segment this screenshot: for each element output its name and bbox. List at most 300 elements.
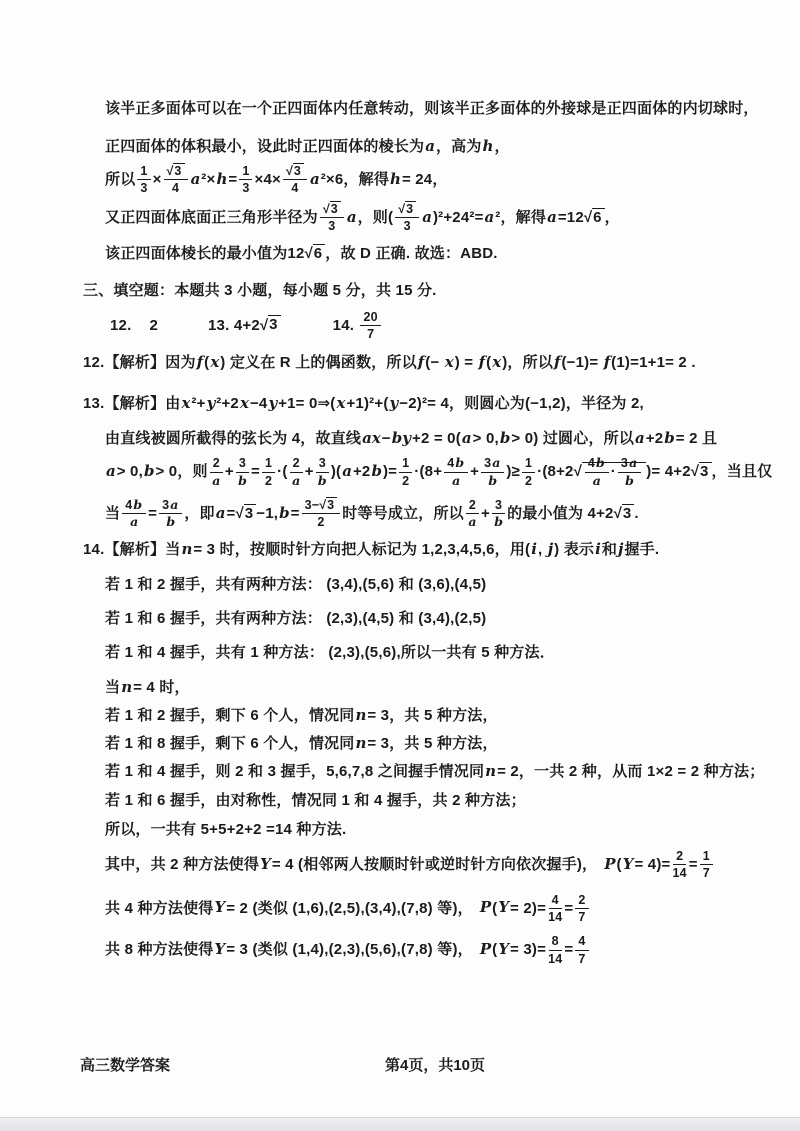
fraction-denominator [328,218,335,233]
text-run: 2 [212,456,220,471]
text-run: 又正四面体底面正三角形半径为 [105,208,318,226]
math-var: a [425,137,435,155]
math-var: h [390,169,401,188]
math-var: a [309,169,320,188]
fraction-denominator [165,514,176,529]
fraction [575,934,588,966]
radical-icon: √ [285,164,293,178]
text-run: ²×6，解得 [320,170,390,188]
fraction-numerator [444,456,468,472]
doc-line [105,242,800,265]
math-var: h [216,169,228,188]
text-run: +2 [352,463,371,481]
fraction [618,456,641,488]
radical [584,208,605,226]
fraction-numerator [236,456,249,472]
fraction-denominator [672,865,686,880]
fraction-numerator [673,849,686,865]
math-var: b [455,455,465,471]
text-run: )，所以 [502,354,554,372]
text-run: 14.【解析】当 [83,540,181,558]
text-run: 14 [548,951,563,966]
text-run: 所以，一共有 5+5+2+2 =14 种方法. [105,820,347,838]
fraction-denominator [578,951,585,966]
fraction [290,456,303,488]
fraction-denominator [487,473,498,488]
radical-body [293,163,304,178]
fraction [585,456,609,488]
text-run: ·(8+2 [537,463,574,481]
math-var: f [196,353,204,372]
text-run: = 24， [401,170,448,188]
text-run: 2 [149,316,158,334]
math-var: a [190,169,201,188]
math-var: a [484,207,495,226]
math-var: b [317,472,327,488]
math-var: j [618,539,624,558]
radical [691,462,712,480]
text-run: 3 [620,456,629,471]
fraction [522,456,535,488]
radical [398,201,416,216]
text-run: ( [204,354,210,372]
text-run: ，故 D 正确. 故选：ABD. [325,244,498,262]
text-run: 2 [402,473,410,488]
fraction-numerator [700,849,713,865]
math-var: P [604,854,616,873]
radical [167,163,185,178]
doc-line [105,427,800,450]
text-run: 若 1 和 6 握手，共有两种方法： (2,3),(4,5) 和 (3,4),(2,5) [105,609,487,627]
radical-icon: √ [259,316,269,334]
text-run: ²，解得 [495,208,547,226]
fraction [302,498,341,530]
radical-icon: √ [398,201,406,216]
math-var: a [422,207,432,226]
fraction-numerator [262,456,275,472]
math-var: b [371,462,382,481]
text-run: 3 [269,316,278,334]
doc-line [105,676,800,699]
text-run: > 0, [472,430,499,448]
doc-line [105,704,800,727]
radical [235,504,256,522]
text-run: 6 [313,244,323,262]
text-run: = 2)= [510,899,547,917]
fraction-denominator [172,180,179,195]
radical-body [405,201,416,216]
fraction-numerator [239,164,252,180]
math-var: a [130,514,139,530]
text-run: ， [494,138,510,155]
radical-icon: √ [690,463,699,481]
math-var: a [492,455,501,471]
text-run: 当 [105,678,121,696]
text-run: 共 8 种方法使得 [105,941,214,959]
radical [323,201,341,216]
text-run: ²+2 [216,395,239,413]
text-run: ， [604,208,620,226]
radical-icon: √ [304,244,313,262]
math-var: i [531,539,537,558]
text-run: 3 [318,456,326,471]
math-var: f [417,353,425,372]
text-run: 6 [593,208,602,226]
text-run: 3 [238,456,247,471]
text-run: 三、填空题：本题共 3 小题，每小题 5 分，共 15 分. [83,281,437,299]
text-run: )( [330,463,342,481]
text-run: + [304,463,314,481]
fraction-numerator [481,456,504,472]
text-run: = 2，一共 2 种，从而 1×2 = 2 种方法； [497,762,765,780]
fraction [399,456,412,488]
text-run: )≥ [506,463,520,481]
radical [319,497,337,512]
fraction-denominator [467,514,477,529]
fraction-denominator [404,218,411,233]
math-var: Y [260,854,271,873]
fraction [164,164,188,196]
text-run: ( [616,855,622,873]
math-var: a [212,472,221,488]
text-run: = [148,504,158,522]
doc-line [83,392,800,415]
radical-icon: √ [235,504,244,522]
fraction-denominator [242,180,249,195]
text-run: =12 [557,208,584,226]
fraction [159,498,182,530]
text-run: = [564,899,574,917]
math-var: Y [214,898,226,917]
text-run: × [152,170,162,188]
doc-line [105,732,800,755]
radical-icon: √ [319,498,327,512]
doc-line [110,310,800,342]
doc-line [105,164,800,196]
math-var: a [342,462,352,481]
radical-body [326,497,337,512]
fraction [122,498,146,530]
text-run: +1)²+( [346,395,389,413]
math-var: f [478,353,486,372]
math-var: b [499,429,511,448]
text-run: −2)²= 4，则圆心为(−1,2)，半径为 2, [399,395,644,413]
fraction-numerator [290,456,303,472]
text-run: > 0，则 [155,463,208,481]
doc-line [105,498,800,530]
math-var: a [468,514,477,530]
math-var: x [444,353,454,372]
text-run: 14 [548,909,563,924]
doc-line [105,97,800,120]
text-run: ，即 [184,504,215,522]
radical-icon: √ [166,164,174,178]
fraction [236,456,249,488]
text-run: = 4 时， [133,678,190,696]
math-var: Y [214,940,226,959]
radical-body [244,504,257,522]
math-var: a [629,455,638,471]
text-run: ) 定义在 R 上的偶函数，所以 [220,354,417,372]
text-run: 1 [402,456,410,471]
text-run: ( [486,354,492,372]
radical-icon: √ [573,463,582,481]
radical [573,455,647,488]
radical-icon: √ [583,208,593,226]
text-run: 4 [578,934,586,949]
text-run: = [688,855,698,873]
math-var: a [106,462,116,481]
fraction-denominator [525,473,532,488]
fraction-numerator [122,498,146,514]
radical [260,315,281,333]
text-run: 若 1 和 6 握手，由对称性，情况同 1 和 4 握手，共 2 种方法； [105,791,526,809]
text-run: = [290,504,300,522]
text-run: 3 [327,498,335,512]
math-var: x [492,353,502,372]
text-run: = 3)= [510,941,547,959]
text-run: 2 [317,515,325,530]
math-var: b [279,503,290,522]
fraction-numerator [283,164,307,180]
text-run: = 3 (类似 (1,4),(2,3),(5,6),(7,8) 等)， [226,941,473,959]
text-run: +1= 0⇒( [278,395,336,413]
footer-page-number: 第4页，共10页 [385,1057,486,1074]
text-run: 所以 [105,170,136,188]
text-run: 若 1 和 4 握手，共有 1 种方法： (2,3),(5,6),所以一共有 5 种方法． [105,643,555,661]
text-run: 4 [551,892,559,907]
text-run: 3 [330,201,338,216]
math-var: a [592,472,601,488]
math-var: b [664,429,675,448]
fraction-numerator [395,202,419,218]
fraction [316,456,329,488]
math-var: i [595,539,601,558]
fraction-denominator [624,473,635,488]
math-var: a [215,503,226,522]
text-run: ，当且仅 [711,463,773,481]
text-run: 握手. [624,540,660,558]
text-run: 2 [292,456,300,471]
fraction-denominator [291,473,301,488]
text-run: ) = [454,354,478,372]
text-run: 共 4 种方法使得 [105,899,214,917]
math-var: n [121,677,133,696]
fraction-denominator [592,473,602,488]
fraction [548,934,562,966]
text-run: 若 1 和 8 握手，剩下 6 个人，情况同 [105,734,355,752]
text-run: = 2 (类似 (1,6),(2,5),(3,4),(7,8) 等)， [226,899,473,917]
text-run: = [251,463,261,481]
text-run: . [634,504,639,522]
math-var: b [166,514,176,530]
text-run: 若 1 和 4 握手，则 2 和 3 握手，5,6,7,8 之间握手情况同 [105,762,485,780]
fraction [262,456,275,488]
fraction-denominator [367,326,374,341]
fraction [444,456,468,488]
radical-body [699,462,712,480]
text-run: = [226,504,236,522]
fraction-numerator [585,456,609,472]
text-run: )²+24²= [432,208,484,226]
text-run: −4 [249,395,268,413]
fraction-numerator [320,202,344,218]
radical-body [582,455,646,488]
fraction [492,498,505,530]
fraction-numerator [618,456,641,472]
text-run: 2 [524,473,533,488]
doc-line [105,135,800,158]
math-var: b [143,462,155,481]
answer-content [0,97,800,966]
math-var: n [355,705,367,724]
math-var: x [210,353,220,372]
fraction-denominator [402,473,409,488]
radical-body [173,163,184,178]
doc-line [105,456,800,488]
text-run: ( [492,899,498,917]
fraction-denominator [237,473,248,488]
text-run: = [564,941,574,959]
doc-line [83,279,800,302]
text-run: 3 [700,463,709,481]
text-run: 7 [367,326,375,341]
fraction [548,893,562,925]
fraction-numerator [575,934,588,950]
text-run: > 0) 过圆心，所以 [511,430,635,448]
math-var: f [603,353,611,372]
text-run: ·( [277,463,288,481]
math-var: b [625,472,634,488]
text-run: 3 [328,219,336,234]
fraction-denominator [451,473,461,488]
text-run: 若 1 和 2 握手，共有两种方法： (3,4),(5,6) 和 (3,6),(4,5) [105,575,487,593]
text-run: 4 [125,498,133,512]
text-run: ，则( [357,208,394,226]
math-var: Y [498,940,510,959]
radical-body [268,315,281,333]
text-run: 3 [495,498,503,512]
doc-line [83,538,800,561]
text-run: 3 [140,181,148,196]
text-run: = 3，共 5 种方法， [367,734,498,752]
text-run: 4 [291,181,299,196]
text-run: 12. [110,316,132,334]
doc-line [105,789,800,812]
text-run: 3 [293,164,301,178]
text-run: 若 1 和 2 握手，剩下 6 个人，情况同 [105,706,355,724]
footer-document-title: 高三数学答案 [80,1057,171,1074]
doc-line [105,893,800,925]
fraction-numerator [360,310,380,326]
fraction-denominator [548,909,562,924]
text-run: (−1)= [561,354,603,372]
text-run: = 4 (相邻两人按顺时针或逆时针方向依次握手)， [271,855,598,873]
fraction-denominator [548,951,562,966]
text-run: 2 [265,473,273,488]
fraction [360,310,380,342]
text-run: ×4× [254,170,281,188]
math-var: Y [622,854,634,873]
fraction [672,849,686,881]
math-var: a [452,472,461,488]
text-run: 7 [578,909,586,924]
math-var: Y [498,898,510,917]
fraction-denominator [211,473,221,488]
math-var: P [479,940,492,959]
fraction-denominator [317,514,324,529]
fraction-denominator [317,473,328,488]
text-run: = 2 且 [675,430,718,448]
fraction-numerator [399,456,412,472]
text-run: 当 [105,504,121,522]
radical-body [330,201,341,216]
text-run: · [610,463,616,481]
text-run: +2 = 0( [411,430,461,448]
doc-line [105,573,800,596]
math-var: n [485,761,497,780]
radical-icon: √ [322,201,330,216]
text-run: 3 [242,181,250,196]
text-run: ²+ [191,395,206,413]
fraction-denominator [578,909,585,924]
fraction [481,456,504,488]
math-var: b [238,472,247,488]
fraction-numerator [210,456,223,472]
text-run: 正四面体的体积最小，设此时正四面体的棱长为 [105,138,425,155]
text-run: −1, [256,504,279,522]
text-run: 该正四面体棱长的最小值为12 [105,244,305,262]
radical [614,504,635,522]
fraction [575,893,588,925]
fraction-numerator [137,164,150,180]
math-var: b [595,455,605,471]
text-run: 1 [265,456,273,471]
text-run: 的最小值为 4+2 [507,504,614,522]
radical-icon: √ [613,504,622,522]
text-run: 3 [403,219,411,234]
fraction-denominator [703,865,710,880]
text-run: 时等号成立，所以 [342,504,464,522]
text-run: 1 [242,164,250,178]
fraction [320,202,344,234]
radical [305,244,326,262]
text-run: = 3 时，按顺时针方向把人标记为 1,2,3,4,5,6，用( [193,540,531,558]
text-run: 2 [468,498,477,512]
math-var: a [547,207,557,226]
fraction [700,849,713,881]
fraction-denominator [493,514,504,529]
text-run: 3 [162,498,170,512]
fraction-denominator [140,180,147,195]
text-run: > 0, [116,463,143,481]
text-run: ，高为 [435,138,482,155]
fraction-numerator [466,498,479,514]
text-run: +2 [645,430,664,448]
fraction-numerator [549,893,562,909]
text-run: − [381,430,391,448]
text-run: 13.【解析】由 [83,395,181,413]
text-run: 3 [484,456,492,471]
math-var: a [346,207,357,226]
fraction-numerator [575,893,588,909]
text-run: 3− [304,498,320,512]
text-run: , [537,540,547,558]
text-run: 14. [332,316,359,334]
text-run: 由直线被圆所截得的弦长为 4，故直线 [105,430,362,448]
math-var: a [635,429,645,448]
fraction-numerator [492,498,505,514]
